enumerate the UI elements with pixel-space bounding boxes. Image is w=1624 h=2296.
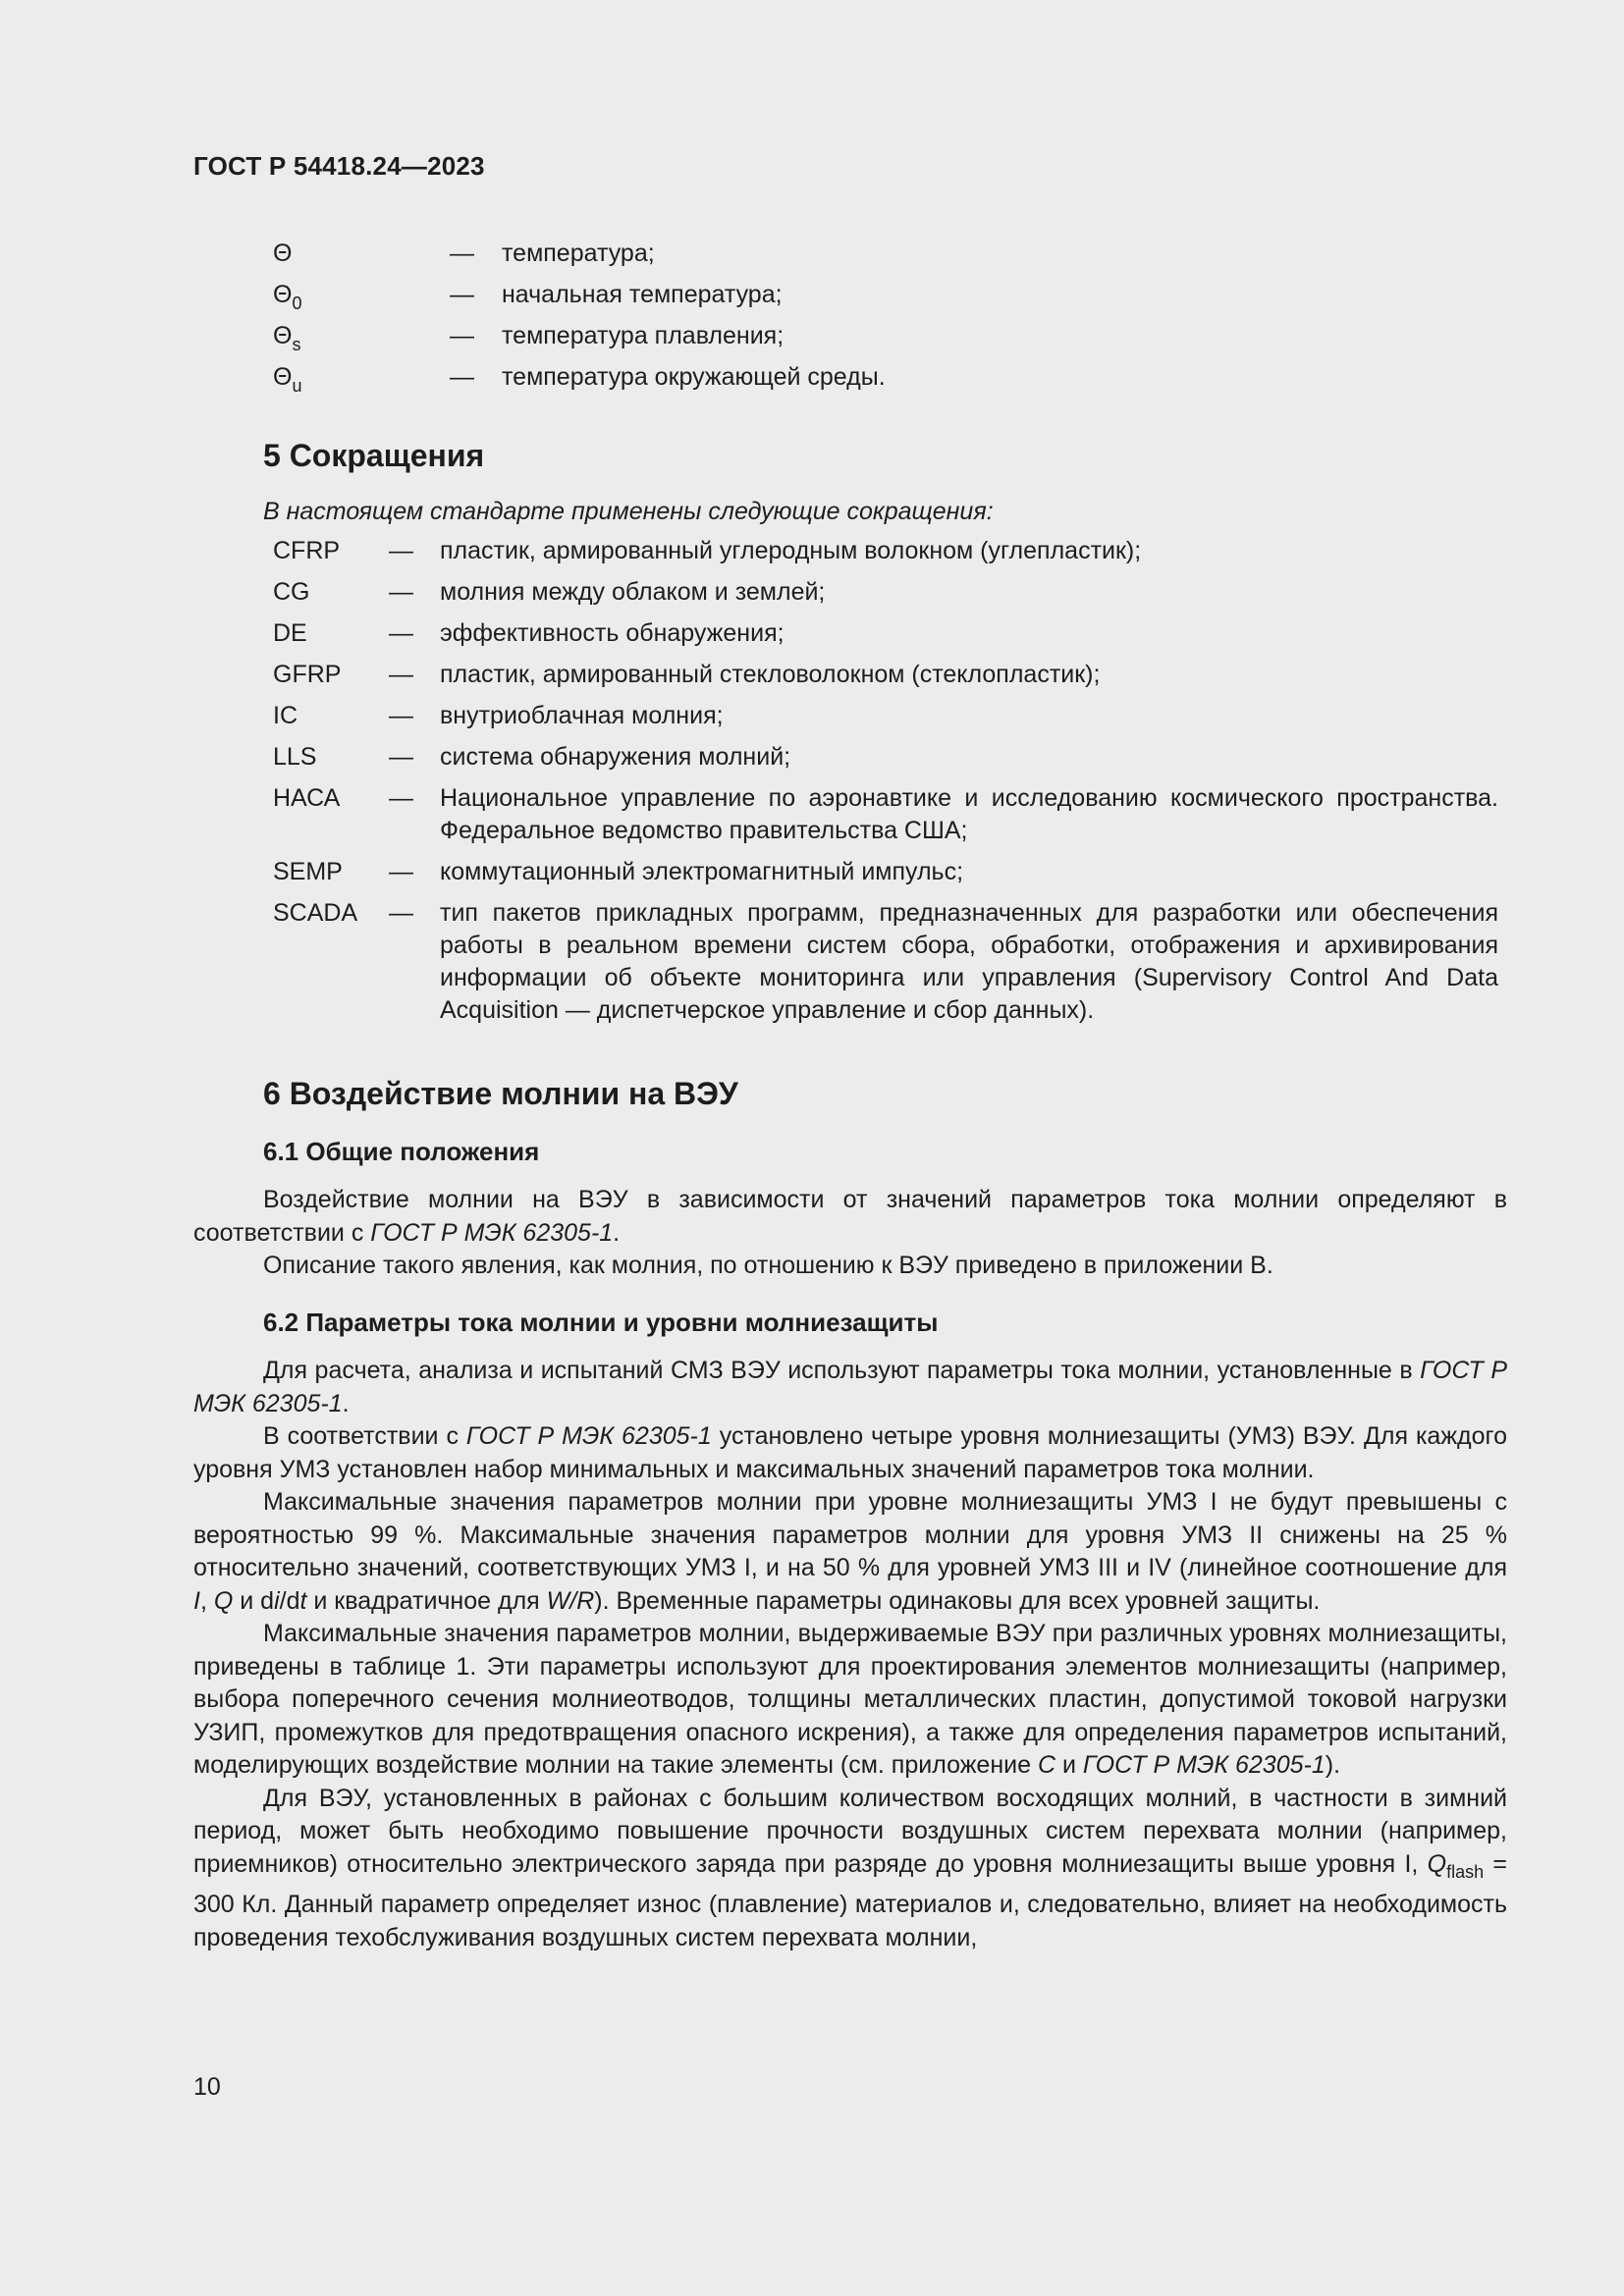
symbol-row [273, 318, 1058, 359]
symbol-description: начальная температура; [502, 281, 783, 308]
abbreviation-code: LLS [273, 743, 317, 771]
abbreviation-dash: — [389, 578, 413, 606]
section-5-intro: В настоящем стандарте применены следующие сокращения: [263, 498, 994, 525]
symbol-description: температура плавления; [502, 322, 785, 349]
symbol-dash: — [450, 240, 474, 267]
abbreviation-code: GFRP [273, 661, 342, 688]
page-header: ГОСТ Р 54418.24—2023 [193, 151, 485, 181]
abbreviation-code: SEMP [273, 858, 343, 885]
abbreviation-row [273, 617, 1500, 650]
symbol-description: температура окружающей среды. [502, 363, 886, 391]
symbol-dash: — [450, 363, 474, 391]
abbreviation-row [273, 700, 1500, 732]
abbreviation-code: IC [273, 702, 298, 729]
symbol-row [273, 236, 1058, 277]
abbreviation-row [273, 782, 1500, 847]
symbol-term: $\Theta_0$ [273, 281, 302, 313]
abbreviation-row [273, 897, 1500, 1027]
section-5-heading: 5 Сокращения [263, 438, 485, 473]
paragraph: Воздействие молнии на ВЭУ в зависимости от значений параметров тока молнии определяют в соответствии с ГОСТ Р МЭК 62305-1. [193, 1186, 1507, 1247]
abbreviation-code: DE [273, 619, 307, 647]
page-number: 10 [193, 2073, 221, 2101]
abbreviation-description: тип пакетов прикладных программ, предназначенных для разработки или обеспечения работы в реальном времени систем сбора, обработки, отображения и архивирования информации об объекте мониторинга или управления (Supervisory Control And Data Acquisition — диспетчерское управление и сбор данных). [440, 899, 1498, 1024]
paragraph: Максимальные значения параметров молнии, выдерживаемые ВЭУ при различных уровнях молниезащиты, приведены в таблице 1. Эти параметры используют для проектирования элементов молниезащиты (например, выбора поперечного сечения молниеотводов, толщины металлических пластин, допустимой токовой нагрузки УЗИП, промежутков для предотвращения опасного искрения), а также для определения параметров испытаний, моделирующих воздействие молнии на такие элементы (см. приложение С и ГОСТ Р МЭК 62305-1). [193, 1620, 1507, 1779]
abbreviation-row [273, 535, 1500, 567]
abbreviation-description: внутриоблачная молния; [440, 702, 724, 729]
section-6-2-heading: 6.2 Параметры тока молнии и уровни молниезащиты [263, 1308, 939, 1337]
paragraph: Для расчета, анализа и испытаний СМЗ ВЭУ используют параметры тока молнии, установленные в ГОСТ Р МЭК 62305-1. [193, 1357, 1507, 1417]
abbreviation-row [273, 741, 1500, 774]
paragraph: Максимальные значения параметров молнии при уровне молниезащиты УМЗ I не будут превышены с вероятностью 99 %. Максимальные значения параметров молнии для уровня УМЗ II снижены на 25 % относительно значений, соответствующих УМЗ I, и на 50 % для уровней УМЗ III и IV (линейное соотношение для I, Q и di/dt и квадратичное для W/R). Временные параметры одинаковы для всех уровней защиты. [193, 1488, 1507, 1615]
symbol-term: $\Theta_u$ [273, 363, 302, 396]
abbreviation-code: CG [273, 578, 310, 606]
section-6-1-body [193, 1184, 1507, 1283]
abbreviation-code: CFRP [273, 537, 341, 564]
section-6-2-body [193, 1355, 1507, 1954]
abbreviation-code: SCADA [273, 899, 358, 927]
abbreviation-dash: — [389, 784, 413, 812]
abbreviation-row [273, 856, 1500, 888]
abbreviation-list [273, 535, 1500, 1036]
abbreviation-code: НАСА [273, 784, 341, 812]
symbol-list [273, 236, 1058, 400]
symbol-row [273, 277, 1058, 318]
symbol-term: Θ [273, 240, 293, 267]
abbreviation-description: система обнаружения молний; [440, 743, 791, 771]
abbreviation-dash: — [389, 702, 413, 729]
abbreviation-dash: — [389, 661, 413, 688]
abbreviation-description: пластик, армированный углеродным волокном (углепластик); [440, 537, 1142, 564]
symbol-term: $\Theta_s$ [273, 322, 301, 354]
symbol-description: температура; [502, 240, 655, 267]
abbreviation-row [273, 659, 1500, 691]
abbreviation-row [273, 576, 1500, 609]
abbreviation-description: коммутационный электромагнитный импульс; [440, 858, 964, 885]
section-6-heading: 6 Воздействие молнии на ВЭУ [263, 1076, 738, 1111]
symbol-dash: — [450, 322, 474, 349]
abbreviation-dash: — [389, 619, 413, 647]
abbreviation-description: Национальное управление по аэронавтике и исследованию космического пространства. Федеральное ведомство правительства США; [440, 784, 1498, 844]
abbreviation-dash: — [389, 743, 413, 771]
abbreviation-dash: — [389, 899, 413, 927]
abbreviation-dash: — [389, 537, 413, 564]
abbreviation-description: молния между облаком и землей; [440, 578, 826, 606]
paragraph: Описание такого явления, как молния, по отношению к ВЭУ приведено в приложении В. [263, 1252, 1273, 1279]
section-6-1-heading: 6.1 Общие положения [263, 1137, 540, 1166]
symbol-row [273, 359, 1058, 400]
abbreviation-description: пластик, армированный стекловолокном (стеклопластик); [440, 661, 1101, 688]
abbreviation-dash: — [389, 858, 413, 885]
paragraph: Для ВЭУ, установленных в районах с большим количеством восходящих молний, в частности в зимний период, может быть необходимо повышение прочности воздушных систем перехвата молнии (например, приемников) относительно электрического заряда при разряде до уровня молниезащиты выше уровня I, $Q_{flash} = 300$ Кл. Данный параметр определяет износ (плавление) материалов и, следовательно, влияет на необходимость проведения техобслуживания воздушных систем перехвата молнии, [193, 1784, 1507, 1951]
symbol-dash: — [450, 281, 474, 308]
paragraph: В соответствии с ГОСТ Р МЭК 62305-1 установлено четыре уровня молниезащиты (УМЗ) ВЭУ. Для каждого уровня УМЗ установлен набор минимальных и максимальных значений параметров тока молнии. [193, 1422, 1508, 1483]
abbreviation-description: эффективность обнаружения; [440, 619, 785, 647]
